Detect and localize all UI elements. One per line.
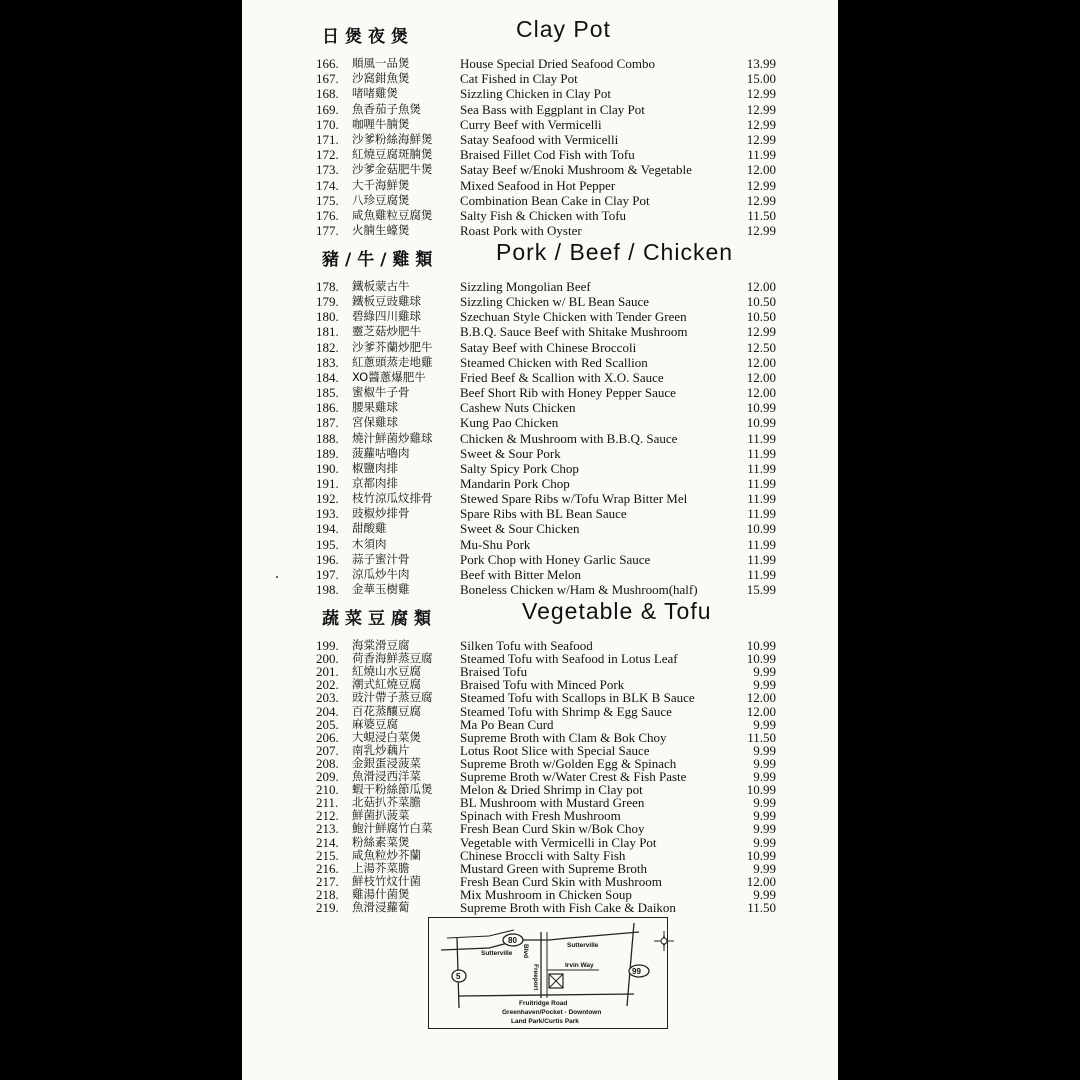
item-name-en: Mandarin Pork Chop — [460, 475, 570, 491]
compass-icon — [651, 928, 677, 954]
item-number: 183. — [316, 354, 339, 370]
item-number: 166. — [316, 56, 339, 71]
item-name-en: Kung Pao Chicken — [460, 415, 559, 431]
menu-item-row — [242, 537, 838, 552]
item-name-en: Supreme Broth w/Water Crest & Fish Paste — [460, 769, 687, 784]
item-name-en: Sizzling Chicken in Clay Pot — [460, 86, 611, 102]
item-price: 11.99 — [747, 147, 776, 163]
item-name-en: House Special Dried Seafood Combo — [460, 56, 655, 71]
section-title-en: Pork / Beef / Chicken — [496, 239, 734, 265]
item-name-en: Satay Beef with Chinese Broccoli — [460, 339, 637, 355]
item-name-en: Sweet & Sour Chicken — [460, 521, 580, 537]
menu-item-row — [242, 279, 838, 294]
item-name-en: Sea Bass with Eggplant in Clay Pot — [460, 101, 645, 117]
item-price: 11.50 — [747, 729, 776, 745]
item-number: 174. — [316, 177, 339, 193]
item-number: 209. — [316, 769, 339, 784]
item-name-en: Vegetable with Vermicelli in Clay Pot — [460, 834, 657, 850]
item-number: 208. — [316, 755, 339, 771]
item-price: 9.99 — [753, 677, 776, 693]
item-number: 167. — [316, 71, 339, 87]
item-name-zh: 紅燒山水豆腐 — [352, 664, 421, 679]
item-price: 12.00 — [746, 369, 776, 385]
item-name-zh: 咸魚粒炒芥蘭 — [352, 847, 421, 862]
item-number: 189. — [316, 445, 339, 461]
item-name-en: Sweet & Sour Pork — [460, 445, 561, 461]
item-name-en: Sizzling Mongolian Beef — [460, 279, 591, 294]
section-title-zh: 豬/牛/雞類 — [322, 250, 439, 270]
item-name-en: Fried Beef & Scallion with X.O. Sauce — [460, 369, 664, 385]
item-price: 15.00 — [746, 71, 776, 87]
item-name-en: Szechuan Style Chicken with Tender Green — [460, 309, 687, 325]
direction-line-2: Land Park/Curtis Park — [511, 1018, 579, 1025]
item-name-en: Supreme Broth with Fish Cake & Daikon — [460, 900, 676, 915]
item-number: 214. — [316, 834, 339, 850]
item-number: 219. — [316, 900, 339, 915]
item-name-en: Sizzling Chicken w/ BL Bean Sauce — [460, 294, 650, 310]
menu-item-row — [242, 324, 838, 339]
menu-page — [242, 0, 838, 1080]
item-number: 215. — [316, 847, 339, 863]
item-number: 206. — [316, 729, 339, 745]
direction-line-1: Greenhaven/Pocket - Downtown — [502, 1009, 602, 1016]
item-name-zh: 魚滑浸蘿蔔 — [352, 900, 410, 914]
item-price: 11.99 — [747, 491, 776, 507]
menu-item-row — [242, 552, 838, 567]
item-price: 10.99 — [746, 521, 776, 537]
menu-item-row — [242, 446, 838, 461]
item-name-en: Salty Fish & Chicken with Tofu — [460, 208, 627, 223]
item-price: 10.99 — [746, 651, 776, 667]
menu-item-row — [242, 117, 838, 132]
item-number: 176. — [316, 208, 339, 223]
street-sutterville-left: Sutterville — [481, 950, 513, 957]
item-name-en: Fresh Bean Curd Skin w/Bok Choy — [460, 821, 645, 837]
item-price: 12.00 — [746, 703, 776, 719]
item-name-en: Satay Seafood with Vermicelli — [460, 132, 619, 147]
item-number: 200. — [316, 651, 339, 667]
section-title — [242, 16, 838, 50]
menu-item-row — [242, 223, 838, 238]
item-name-zh: 咖喱牛腩煲 — [352, 116, 410, 131]
item-name-en: Mix Mushroom in Chicken Soup — [460, 886, 632, 902]
item-number: 178. — [316, 279, 339, 294]
item-number: 211. — [316, 795, 339, 811]
item-price: 9.99 — [753, 795, 776, 811]
item-number: 202. — [316, 677, 339, 693]
item-name-en: Stewed Spare Ribs w/Tofu Wrap Bitter Mel — [460, 491, 688, 507]
menu-item-row — [242, 340, 838, 355]
item-name-zh: 金銀蛋浸菠菜 — [352, 755, 421, 770]
item-name-zh: 靈芝菇炒肥牛 — [352, 324, 421, 339]
item-name-zh: 菠蘿咕嚕肉 — [352, 445, 410, 460]
section-title-zh: 日煲夜煲 — [322, 27, 414, 47]
item-price: 11.99 — [747, 460, 776, 476]
item-price: 12.99 — [746, 101, 776, 117]
item-name-zh: 鮑汁鮮腐竹白菜 — [352, 821, 433, 836]
item-price: 12.00 — [746, 162, 776, 178]
item-name-zh: 南乳炒藕片 — [352, 742, 410, 757]
item-name-en: Salty Spicy Pork Chop — [460, 460, 579, 476]
item-name-zh: 魚滑浸西洋菜 — [352, 769, 421, 783]
menu-item-row — [242, 294, 838, 309]
item-name-zh: 紅燒豆腐斑腩煲 — [352, 147, 433, 162]
item-price: 12.99 — [746, 132, 776, 147]
item-name-zh: 啫啫雞煲 — [352, 86, 398, 101]
item-name-en: Beef Short Rib with Honey Pepper Sauce — [460, 385, 676, 401]
item-name-zh: 沙窩鉗魚煲 — [352, 71, 410, 86]
item-name-zh: 上湯芥菜膽 — [352, 860, 410, 875]
highway-5-label: 5 — [456, 972, 461, 981]
item-name-en: Steamed Tofu with Shrimp & Egg Sauce — [460, 703, 672, 719]
item-price: 9.99 — [753, 664, 776, 680]
item-name-zh: 燒汁鮮菌炒雞球 — [352, 430, 433, 445]
item-name-en: Combination Bean Cake in Clay Pot — [460, 192, 650, 208]
item-price: 10.99 — [746, 400, 776, 416]
item-price: 11.50 — [747, 900, 776, 915]
item-price: 10.99 — [746, 415, 776, 431]
item-price: 12.99 — [746, 324, 776, 340]
item-name-en: Chicken & Mushroom with B.B.Q. Sauce — [460, 430, 678, 446]
item-number: 217. — [316, 873, 339, 889]
item-price: 12.99 — [746, 177, 776, 193]
item-name-zh: 京都肉排 — [352, 475, 398, 490]
section-title — [242, 239, 838, 273]
item-number: 184. — [316, 369, 339, 385]
item-name-en: Mustard Green with Supreme Broth — [460, 860, 648, 876]
street-freeport: Freeport — [532, 964, 539, 991]
item-price: 10.99 — [746, 638, 776, 653]
item-price: 10.50 — [746, 309, 776, 325]
section-vegetable-tofu — [242, 598, 838, 915]
location-map — [428, 917, 668, 1029]
item-name-zh: 魚香茄子魚煲 — [352, 101, 421, 116]
item-number: 210. — [316, 782, 339, 798]
item-price: 12.99 — [746, 192, 776, 208]
menu-item-row — [242, 900, 838, 915]
item-price: 10.50 — [746, 294, 776, 310]
item-number: 198. — [316, 582, 339, 597]
item-number: 194. — [316, 521, 339, 537]
item-price: 12.99 — [746, 86, 776, 102]
item-name-en: B.B.Q. Sauce Beef with Shitake Mushroom — [460, 324, 688, 340]
item-name-zh: 鮮枝竹炆什菌 — [352, 873, 421, 888]
item-price: 11.99 — [747, 475, 776, 491]
item-name-en: Cat Fished in Clay Pot — [460, 71, 578, 87]
item-number: 172. — [316, 147, 339, 163]
item-price: 11.50 — [747, 208, 776, 223]
item-name-zh: XO醬蔥爆肥牛 — [352, 369, 426, 384]
highway-80-label: 80 — [508, 936, 517, 945]
item-price: 9.99 — [753, 742, 776, 758]
item-price: 9.99 — [753, 755, 776, 771]
item-number: 199. — [316, 638, 339, 653]
item-name-zh: 八珍豆腐煲 — [352, 192, 410, 207]
item-price: 11.99 — [747, 536, 776, 552]
item-price: 11.99 — [747, 445, 776, 461]
item-price: 9.99 — [753, 860, 776, 876]
item-number: 180. — [316, 309, 339, 325]
item-name-zh: 涼瓜炒牛肉 — [352, 566, 410, 581]
item-name-zh: 順風一品煲 — [352, 56, 410, 70]
item-name-zh: 鐵板蒙古牛 — [352, 279, 410, 293]
item-number: 169. — [316, 101, 339, 117]
item-name-en: Spinach with Fresh Mushroom — [460, 808, 621, 824]
item-name-zh: 蝦干粉絲節瓜煲 — [352, 782, 433, 797]
item-name-en: Mu-Shu Pork — [460, 536, 531, 552]
item-name-en: Cashew Nuts Chicken — [460, 400, 576, 416]
section-title-en: Vegetable & Tofu — [522, 598, 712, 624]
menu-item-row — [242, 415, 838, 430]
section-clay-pot — [242, 16, 838, 239]
menu-item-row — [242, 132, 838, 147]
item-number: 175. — [316, 192, 339, 208]
item-number: 186. — [316, 400, 339, 416]
item-number: 212. — [316, 808, 339, 824]
item-name-zh: 沙爹金菇肥牛煲 — [352, 162, 433, 177]
item-price: 11.99 — [747, 566, 776, 582]
item-name-zh: 荷香海鮮蒸豆腐 — [352, 651, 433, 666]
item-name-zh: 豉椒炒排骨 — [352, 506, 410, 521]
item-number: 207. — [316, 742, 339, 758]
item-name-en: Roast Pork with Oyster — [460, 223, 582, 239]
item-price: 12.99 — [746, 223, 776, 239]
menu-item-row — [242, 71, 838, 86]
menu-item-row — [242, 102, 838, 117]
item-name-zh: 碧綠四川雞球 — [352, 309, 421, 324]
item-price: 12.00 — [746, 690, 776, 706]
item-price: 11.99 — [747, 551, 776, 567]
menu-item-row — [242, 521, 838, 536]
item-name-en: Supreme Broth with Clam & Bok Choy — [460, 729, 667, 745]
item-name-zh: 麻婆豆腐 — [352, 716, 398, 731]
item-number: 188. — [316, 430, 339, 446]
section-pork-beef-chicken — [242, 239, 838, 597]
item-name-en: Boneless Chicken w/Ham & Mushroom(half) — [460, 582, 698, 597]
item-price: 9.99 — [753, 834, 776, 850]
item-name-zh: 蒜子蜜汁骨 — [352, 551, 410, 566]
menu-item-row — [242, 147, 838, 162]
item-name-zh: 甜酸雞 — [352, 521, 387, 536]
item-name-zh: 潮式紅燒豆腐 — [352, 677, 421, 692]
item-number: 187. — [316, 415, 339, 431]
item-name-zh: 枝竹涼瓜炆排骨 — [352, 491, 433, 506]
section-title-en: Clay Pot — [516, 16, 611, 42]
item-number: 185. — [316, 385, 339, 401]
item-number: 179. — [316, 294, 339, 310]
menu-item-row — [242, 431, 838, 446]
item-name-zh: 火腩生蠔煲 — [352, 223, 410, 238]
menu-item-row — [242, 582, 838, 597]
item-name-zh: 沙爹芥蘭炒肥牛 — [352, 339, 433, 354]
item-number: 181. — [316, 324, 339, 340]
item-name-zh: 粉絲素菜煲 — [352, 834, 410, 849]
item-number: 197. — [316, 566, 339, 582]
highway-99-label: 99 — [632, 967, 641, 976]
item-name-zh: 百花蒸釀豆腐 — [352, 703, 421, 718]
item-name-zh: 海棠滑豆腐 — [352, 638, 410, 652]
street-blvd: Blvd — [522, 944, 529, 959]
item-price: 12.00 — [746, 279, 776, 294]
section-title-zh: 蔬菜豆腐類 — [322, 609, 437, 629]
menu-item-row — [242, 400, 838, 415]
item-price: 12.50 — [746, 339, 776, 355]
item-number: 218. — [316, 886, 339, 902]
item-price: 9.99 — [753, 821, 776, 837]
menu-item-row — [242, 178, 838, 193]
item-price: 11.99 — [747, 430, 776, 446]
item-name-zh: 宮保雞球 — [352, 415, 398, 430]
item-name-en: Lotus Root Slice with Special Sauce — [460, 742, 650, 758]
item-name-en: Mixed Seafood in Hot Pepper — [460, 177, 616, 193]
item-name-en: Braised Tofu — [460, 664, 528, 680]
item-name-en: Fresh Bean Curd Skin with Mushroom — [460, 873, 662, 889]
menu-item-row — [242, 476, 838, 491]
item-name-zh: 椒鹽肉排 — [352, 460, 398, 475]
menu-item-row — [242, 491, 838, 506]
item-price: 12.99 — [746, 116, 776, 132]
item-price: 9.99 — [753, 886, 776, 902]
item-name-en: Braised Tofu with Minced Pork — [460, 677, 625, 693]
item-name-zh: 大千海鮮煲 — [352, 177, 410, 192]
item-price: 13.99 — [746, 56, 776, 71]
item-name-zh: 北菇扒芥菜膽 — [352, 795, 421, 810]
item-price: 9.99 — [753, 769, 776, 784]
item-number: 192. — [316, 491, 339, 507]
item-number: 203. — [316, 690, 339, 706]
item-price: 12.00 — [746, 385, 776, 401]
item-price: 12.00 — [746, 354, 776, 370]
item-price: 9.99 — [753, 716, 776, 732]
item-name-en: Satay Beef w/Enoki Mushroom & Vegetable — [460, 162, 692, 178]
item-number: 170. — [316, 116, 339, 132]
item-price: 10.99 — [746, 782, 776, 798]
item-price: 12.00 — [746, 873, 776, 889]
item-name-en: BL Mushroom with Mustard Green — [460, 795, 645, 811]
street-sutterville-right: Sutterville — [567, 942, 599, 949]
menu-item-row — [242, 567, 838, 582]
item-name-en: Beef with Bitter Melon — [460, 566, 581, 582]
item-name-zh: 沙爹粉絲海鮮煲 — [352, 132, 433, 146]
item-name-zh: 豉汁帶子蒸豆腐 — [352, 690, 433, 705]
menu-item-row — [242, 506, 838, 521]
menu-item-row — [242, 56, 838, 71]
item-name-en: Braised Fillet Cod Fish with Tofu — [460, 147, 635, 163]
item-number: 168. — [316, 86, 339, 102]
item-name-zh: 紅蔥頭蒸走地雞 — [352, 354, 433, 369]
item-name-en: Steamed Tofu with Scallops in BLK B Sauce — [460, 690, 695, 706]
item-number: 173. — [316, 162, 339, 178]
item-name-en: Steamed Chicken with Red Scallion — [460, 354, 648, 370]
item-number: 191. — [316, 475, 339, 491]
menu-item-row — [242, 208, 838, 223]
menu-item-row — [242, 461, 838, 476]
item-number: 193. — [316, 506, 339, 522]
menu-item-row — [242, 385, 838, 400]
street-fruitridge: Fruitridge Road — [519, 1000, 568, 1007]
item-number: 195. — [316, 536, 339, 552]
item-name-zh: 大蜆浸白菜煲 — [352, 729, 421, 744]
item-number: 190. — [316, 460, 339, 476]
item-price: 10.99 — [746, 847, 776, 863]
item-price: 11.99 — [747, 506, 776, 522]
item-name-en: Silken Tofu with Seafood — [460, 638, 593, 653]
item-name-zh: 腰果雞球 — [352, 400, 398, 415]
item-name-en: Melon & Dried Shrimp in Clay pot — [460, 782, 643, 798]
menu-item-row — [242, 193, 838, 208]
item-name-en: Ma Po Bean Curd — [460, 716, 554, 732]
item-name-zh: 木須肉 — [352, 536, 387, 551]
item-name-en: Spare Ribs with BL Bean Sauce — [460, 506, 627, 522]
item-name-zh: 咸魚雞粒豆腐煲 — [352, 208, 433, 222]
item-number: 182. — [316, 339, 339, 355]
item-name-en: Steamed Tofu with Seafood in Lotus Leaf — [460, 651, 678, 667]
menu-item-row — [242, 355, 838, 370]
item-name-zh: 蜜椒牛子骨 — [352, 385, 410, 400]
item-number: 196. — [316, 551, 339, 567]
item-name-zh: 金華玉樹雞 — [352, 582, 410, 596]
item-number: 216. — [316, 860, 339, 876]
menu-item-row — [242, 86, 838, 101]
street-irvin-way: Irvin Way — [565, 962, 594, 969]
item-number: 177. — [316, 223, 339, 239]
item-name-en: Supreme Broth w/Golden Egg & Spinach — [460, 755, 677, 771]
menu-item-row — [242, 309, 838, 324]
menu-item-row — [242, 162, 838, 177]
item-name-zh: 雞湯什菌煲 — [352, 886, 410, 901]
item-number: 201. — [316, 664, 339, 680]
item-number: 171. — [316, 132, 339, 147]
item-name-zh: 鐵板豆豉雞球 — [352, 294, 421, 309]
item-name-en: Pork Chop with Honey Garlic Sauce — [460, 551, 651, 567]
item-number: 205. — [316, 716, 339, 732]
item-name-en: Curry Beef with Vermicelli — [460, 116, 602, 132]
item-number: 213. — [316, 821, 339, 837]
item-price: 15.99 — [746, 582, 776, 597]
item-name-en: Chinese Broccli with Salty Fish — [460, 847, 626, 863]
item-price: 9.99 — [753, 808, 776, 824]
section-title — [242, 598, 838, 632]
print-speck — [276, 576, 278, 578]
item-number: 204. — [316, 703, 339, 719]
menu-item-row — [242, 370, 838, 385]
item-name-zh: 鮮菌扒菠菜 — [352, 808, 410, 823]
